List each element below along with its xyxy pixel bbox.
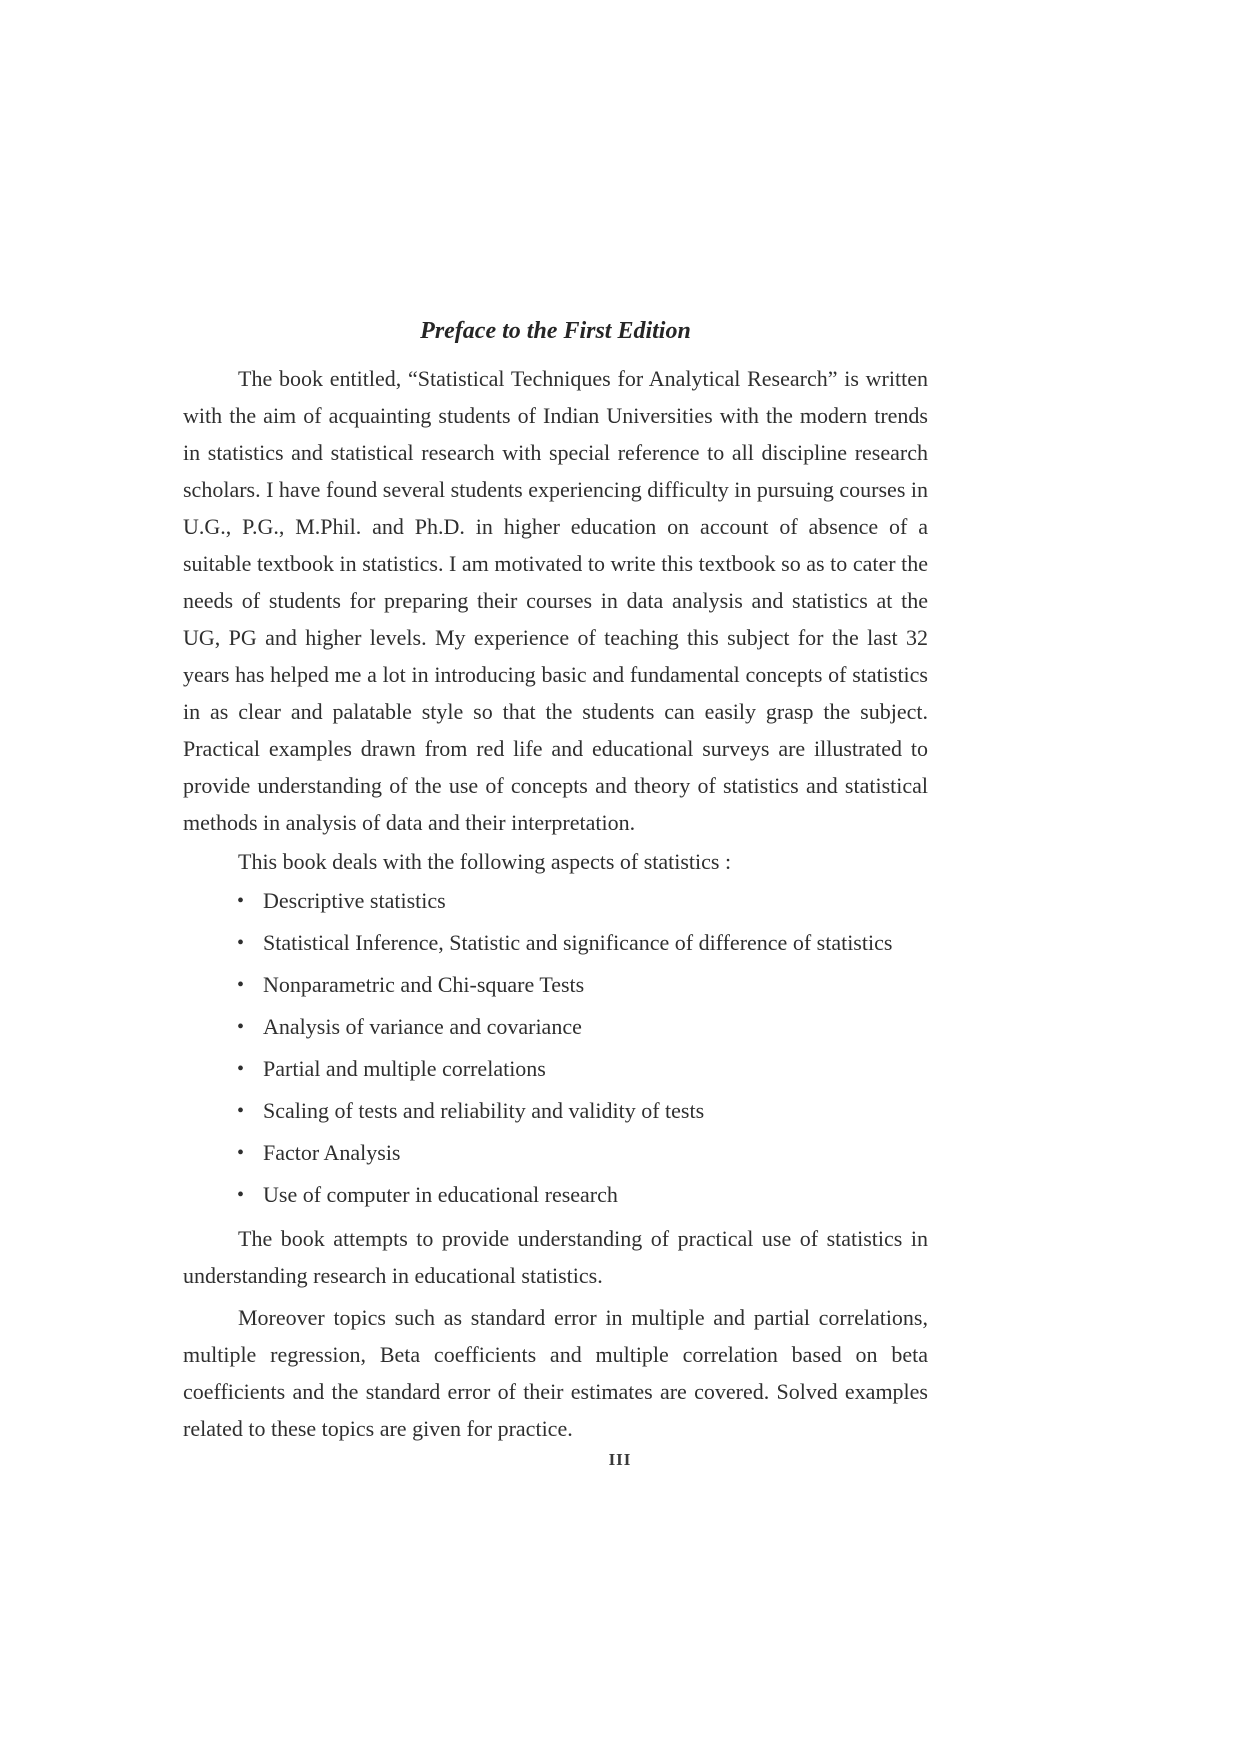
list-item — [183, 1132, 928, 1174]
bullet-icon: • — [237, 974, 245, 996]
topic-label: Nonparametric and Chi-square Tests — [263, 972, 585, 997]
bullet-icon: • — [237, 1100, 245, 1122]
bullet-icon: • — [237, 1058, 245, 1080]
topic-label: Factor Analysis — [263, 1140, 401, 1165]
list-item — [183, 1174, 928, 1216]
preface-content — [183, 316, 928, 1447]
list-item — [183, 922, 928, 964]
list-intro: This book deals with the following aspects of statistics : — [238, 849, 732, 874]
list-item — [183, 1006, 928, 1048]
topic-label: Statistical Inference, Statistic and significance of difference of statistics — [263, 930, 893, 955]
topic-label: Partial and multiple correlations — [263, 1056, 546, 1081]
bullet-icon: • — [237, 932, 245, 954]
bullet-icon: • — [237, 890, 245, 912]
bullet-icon: • — [237, 1142, 245, 1164]
paragraph-book-entitled: The book entitled, “Statistical Techniques for Analytical Research” is written with the aim of acquainting students of Indian Universities with the modern trends in statistics and statistical research with special reference to all discipline research scholars. I have found several students experiencing difficulty in pursuing courses in U.G., P.G., M.Phil. and Ph.D. in higher education on account of absence of a suitable textbook in statistics. I am motivated to write this textbook so as to cater the needs of students for preparing their courses in data analysis and statistics at the UG, PG and higher levels. My experience of teaching this subject for the last 32 years has helped me a lot in introducing basic and fundamental concepts of statistics in as clear and palatable style so that the students can easily grasp the subject. Practical examples drawn from red life and educational surveys are illustrated to provide understanding of the use of concepts and theory of statistics and statistical methods in analysis of data and their interpretation. — [183, 366, 928, 835]
topics-list — [183, 880, 928, 1216]
list-item — [183, 1048, 928, 1090]
list-item — [183, 964, 928, 1006]
page-title: Preface to the First Edition — [420, 318, 691, 344]
bullet-icon: • — [237, 1016, 245, 1038]
topic-label: Use of computer in educational research — [263, 1182, 618, 1207]
topic-label: Analysis of variance and covariance — [263, 1014, 582, 1039]
list-item — [183, 1090, 928, 1132]
topic-label: Descriptive statistics — [263, 888, 446, 913]
paragraph-moreover-topics: Moreover topics such as standard error in multiple and partial correlations, multiple regression, Beta coefficients and multiple correlation based on beta coefficients and the standard error of their estimates are covered. Solved examples related to these topics are given for practice. — [183, 1305, 928, 1441]
topic-label: Scaling of tests and reliability and validity of tests — [263, 1098, 705, 1123]
paragraph-book-attempts: The book attempts to provide understanding of practical use of statistics in understanding research in educational statistics. — [183, 1226, 928, 1288]
page-number: III — [608, 1450, 632, 1469]
list-item — [183, 880, 928, 922]
bullet-icon: • — [237, 1184, 245, 1206]
